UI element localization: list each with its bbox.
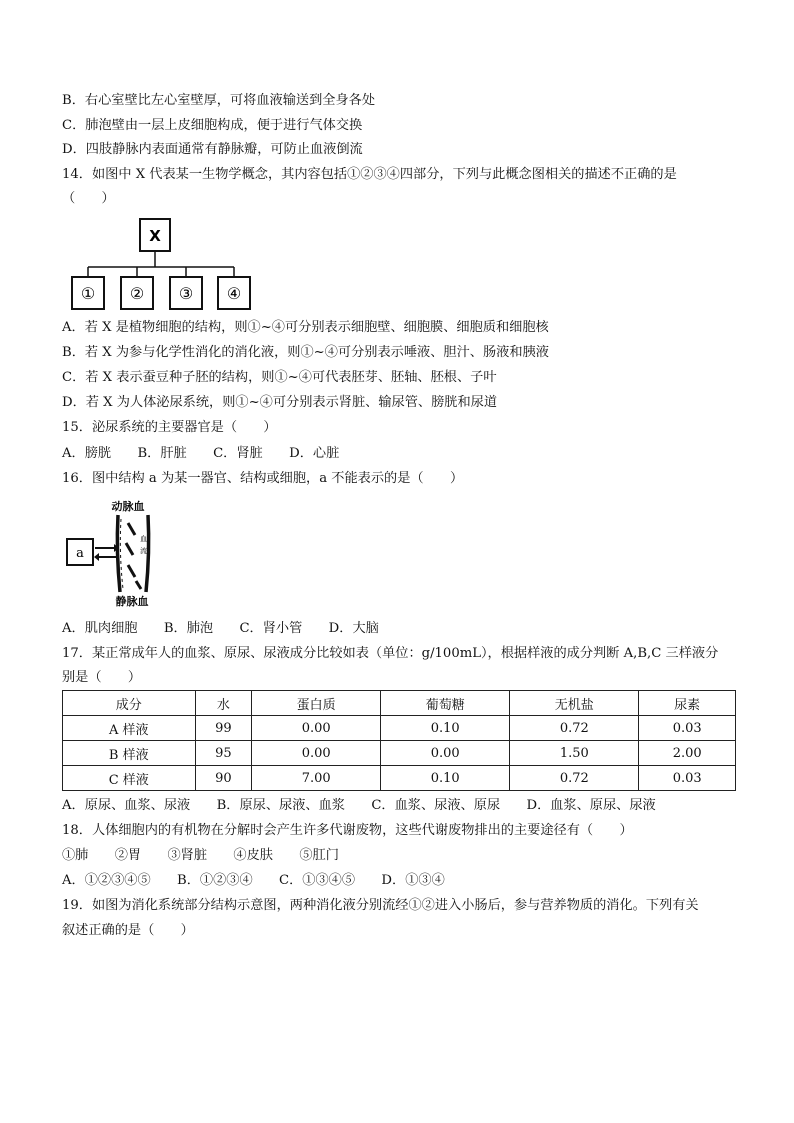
table-header-cell: 成分 <box>63 691 196 716</box>
arterial-blood-label: 动脉血 <box>111 500 145 513</box>
question-14-blank: （ ） <box>62 191 115 206</box>
venous-blood-label: 静脉血 <box>115 595 149 608</box>
q14-option-c: C．若 X 表示蚕豆种子胚的结构，则①~④可代表胚芽、胚轴、胚根、子叶 <box>62 370 497 385</box>
composition-table <box>62 690 736 791</box>
concept-diagram <box>62 215 262 315</box>
table-header-cell: 蛋白质 <box>252 691 381 716</box>
q15-options: A．膀胱 B．肝脏 C．肾脏 D．心脏 <box>62 446 340 461</box>
table-cell: 1.50 <box>510 741 639 766</box>
question-18: 18．人体细胞内的有机物在分解时会产生许多代谢废物，这些代谢废物排出的主要途径有（ ） <box>62 823 633 838</box>
table-cell: 0.00 <box>252 716 381 741</box>
table-cell: 0.72 <box>510 766 639 791</box>
cell-a-label: a <box>76 546 84 561</box>
q14-option-b: B．若 X 为参与化学性消化的消化液，则①~④可分别表示唾液、胆汁、肠液和胰液 <box>62 345 549 360</box>
q17-options: A．原尿、血浆、尿液 B．原尿、尿液、血浆 C．血浆、尿液、原尿 D．血浆、原尿、尿液 <box>62 798 656 813</box>
table-cell: 7.00 <box>252 766 381 791</box>
table-row <box>63 741 736 766</box>
q14-option-a: A．若 X 是植物细胞的结构，则①~④可分别表示细胞壁、细胞膜、细胞质和细胞核 <box>62 320 549 335</box>
table-cell: 0.00 <box>252 741 381 766</box>
table-header-row <box>63 691 736 716</box>
box-3-label: ③ <box>178 284 194 303</box>
table-header-cell: 尿素 <box>639 691 736 716</box>
option-line-b: B．右心室壁比左心室壁厚，可将血液输送到全身各处 <box>62 93 376 108</box>
question-17: 17．某正常成年人的血浆、原尿、尿液成分比较如表（单位：g/100mL），根据样液的成分判断 A,B,C 三样液分 <box>62 646 719 661</box>
box-4-label: ④ <box>226 284 242 303</box>
question-15: 15．泌尿系统的主要器官是（ ） <box>62 420 277 435</box>
question-14: 14．如图中 X 代表某一生物学概念，其内容包括①②③④四部分，下列与此概念图相关的描述不正确的是 <box>62 167 677 182</box>
table-cell: 0.10 <box>381 716 510 741</box>
table-header-cell: 水 <box>195 691 252 716</box>
table-cell: 0.03 <box>639 766 736 791</box>
q16-options: A．肌肉细胞 B．肺泡 C．肾小管 D．大脑 <box>62 621 379 636</box>
table-cell: 0.72 <box>510 716 639 741</box>
capillary-diagram <box>62 497 172 611</box>
q18-options: A．①②③④⑤ B．①②③④ C．①③④⑤ D．①③④ <box>62 873 445 888</box>
table-row <box>63 716 736 741</box>
table-cell: B 样液 <box>63 741 196 766</box>
box-x-label: X <box>149 227 161 245</box>
q18-items: ①肺 ②胃 ③肾脏 ④皮肤 ⑤肛门 <box>62 848 339 863</box>
q14-option-d: D．若 X 为人体泌尿系统，则①~④可分别表示肾脏、输尿管、膀胱和尿道 <box>62 395 498 410</box>
flow-label-1: 血 <box>140 535 147 543</box>
table-cell: 0.03 <box>639 716 736 741</box>
table-header-cell: 无机盐 <box>510 691 639 716</box>
table-cell: 90 <box>195 766 252 791</box>
option-line-c: C．肺泡壁由一层上皮细胞构成，便于进行气体交换 <box>62 118 363 133</box>
table-cell: A 样液 <box>63 716 196 741</box>
table-cell: 99 <box>195 716 252 741</box>
table-cell: C 样液 <box>63 766 196 791</box>
table-row <box>63 766 736 791</box>
box-2-label: ② <box>129 284 145 303</box>
table-header-cell: 葡萄糖 <box>381 691 510 716</box>
table-cell: 95 <box>195 741 252 766</box>
table-cell: 2.00 <box>639 741 736 766</box>
question-17-blank: 别是（ ） <box>62 670 142 685</box>
question-19-cont: 叙述正确的是（ ） <box>62 923 194 938</box>
question-16: 16．图中结构 a 为某一器官、结构或细胞，a 不能表示的是（ ） <box>62 471 464 486</box>
question-19: 19．如图为消化系统部分结构示意图，两种消化液分别流经①②进入小肠后，参与营养物质的消化。下列有关 <box>62 898 699 913</box>
flow-label-2: 流 <box>140 547 147 555</box>
option-line-d: D．四肢静脉内表面通常有静脉瓣，可防止血液倒流 <box>62 142 363 157</box>
box-1-label: ① <box>80 284 96 303</box>
table-cell: 0.10 <box>381 766 510 791</box>
table-cell: 0.00 <box>381 741 510 766</box>
